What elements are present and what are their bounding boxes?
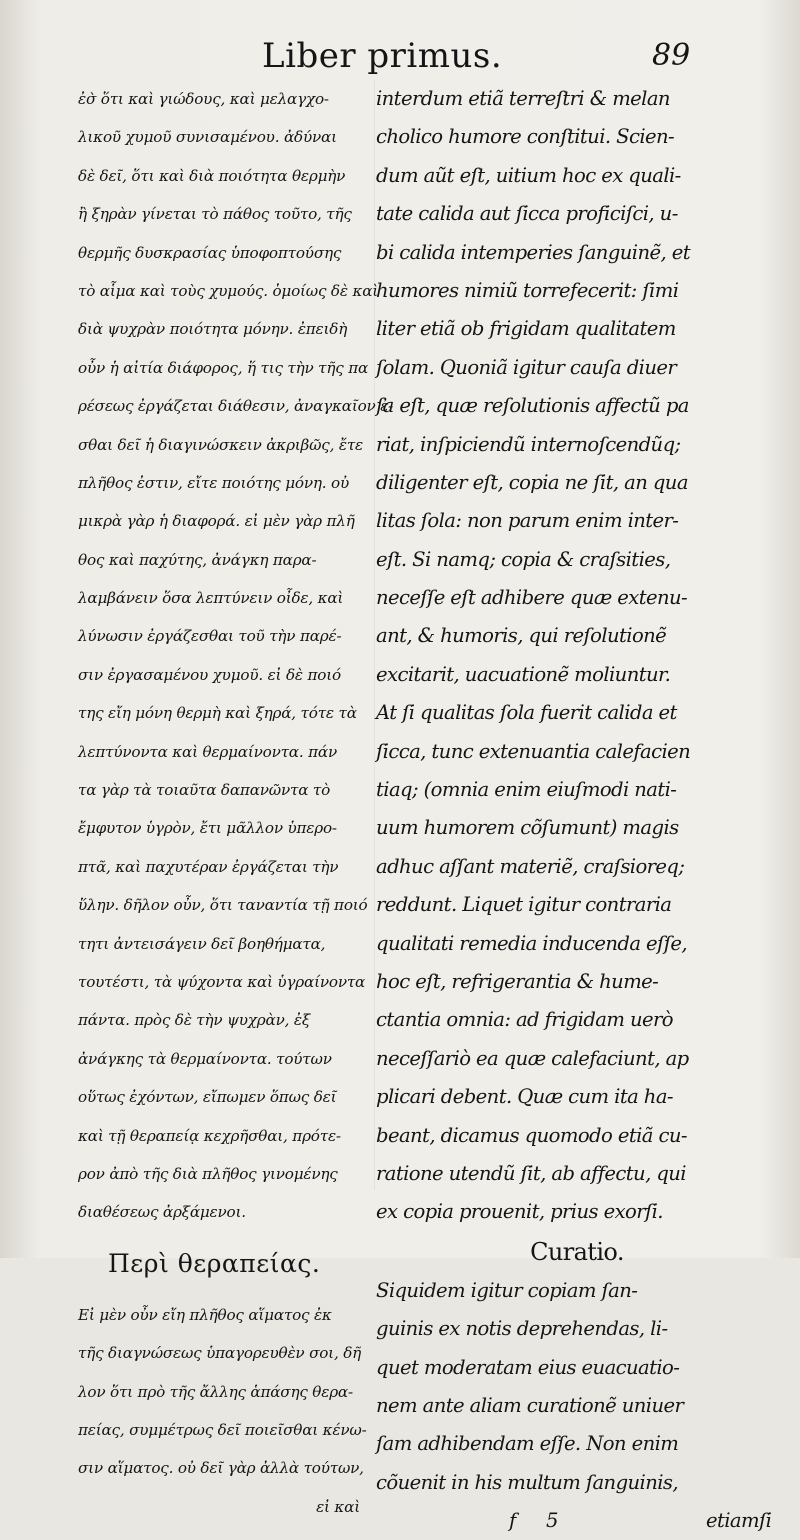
greek-column — [78, 80, 394, 1526]
text-line: ant, & humoris, qui reſolutionẽ — [376, 624, 667, 648]
text-line: tate calida aut ſicca proficiſci, u- — [376, 202, 678, 226]
text-line: ρον ἀπὸ τῆς διὰ πλῆθος γινομένης — [78, 1164, 338, 1183]
text-line: διὰ ψυχρὰν ποιότητα μόνην. ἐπειδὴ — [78, 320, 348, 339]
text-line: σιν ἐργασαμένου χυμοῦ. εἰ δὲ ποιό — [78, 665, 341, 684]
text-line: diligenter eſt, copia ne ſit, an qua — [376, 470, 688, 494]
text-line: θος καὶ παχύτης, ἀνάγκη παρα- — [78, 550, 317, 569]
text-line: τὸ αἷμα καὶ τοὺς χυμούς. ὁμοίως δὲ καὶ — [78, 281, 379, 300]
text-line: litas ſola: non parum enim inter- — [376, 509, 679, 533]
text-line: μικρὰ γὰρ ἡ διαφορά. εἰ μὲν γὰρ πλῆ — [78, 512, 355, 531]
text-line: διαθέσεως ἀρξάμενοι. — [78, 1203, 246, 1222]
signature-mark: f — [509, 1509, 516, 1533]
text-line: quet moderatam eius euacuatio- — [376, 1355, 680, 1379]
column-gutter — [374, 80, 375, 1190]
greek-catchword: εἰ καὶ — [316, 1497, 360, 1516]
greek-text-block-after — [78, 1296, 374, 1488]
text-line: neceſſariò ea quæ calefaciunt, ap — [376, 1046, 689, 1070]
text-line: ἔμφυτον ὑγρὸν, ἔτι μᾶλλον ὑπερο- — [78, 819, 337, 838]
text-line: interdum etiã terreſtri & melan — [376, 87, 670, 110]
text-line: eſt. Si namq; copia & craſsities, — [376, 547, 671, 571]
text-line: excitarit, uacuationẽ moliuntur. — [376, 662, 671, 686]
text-line: σιν αἵματος. οὐ δεῖ γὰρ ἀλλὰ τούτων, — [78, 1459, 364, 1478]
text-line: τῆς διαγνώσεως ὑπαγορευθὲν σοι, δῆ — [78, 1344, 362, 1363]
text-line: δὲ δεῖ, ὅτι καὶ διὰ ποιότητα θερμὴν — [78, 166, 346, 185]
text-line: bi calida intemperies ſanguinẽ, et — [376, 240, 690, 264]
text-line: uum humorem cõſumunt) magis — [376, 816, 679, 840]
text-line: plicari debent. Quæ cum ita ha- — [376, 1085, 673, 1109]
text-line: ρέσεως ἐργάζεται διάθεσιν, ἀναγκαῖον ἐ- — [78, 397, 394, 416]
text-line: ſicca, tunc extenuantia calefacien — [376, 739, 691, 763]
text-line: neceſſe eſt adhibere quæ extenu- — [376, 586, 688, 610]
text-line: λεπτύνοντα καὶ θερμαίνοντα. πάν — [78, 742, 337, 761]
text-line: hoc eſt, refrigerantia & hume- — [376, 969, 659, 993]
text-line: Εἰ μὲν οὖν εἴη πλῆθος αἵματος ἐκ — [78, 1305, 332, 1324]
page-number: 89 — [652, 38, 691, 73]
text-line: λαμβάνειν ὅσα λεπτύνειν οἶδε, καὶ — [78, 589, 344, 608]
text-line: λύνωσιν ἐργάζεσθαι τοῦ τὴν παρέ- — [78, 627, 342, 646]
text-line: ἀνάγκης τὰ θερμαίνοντα. τούτων — [78, 1049, 332, 1068]
text-line: θερμῆς δυσκρασίας ὑποφοπτούσης — [78, 243, 342, 262]
text-line: λικοῦ χυμοῦ συνισαμένου. ἀδύναι — [78, 128, 337, 147]
text-line: σθαι δεῖ ἡ διαγινώσκειν ἀκριβῶς, ἔτε — [78, 435, 363, 454]
text-line: ſam adhibendam eſſe. Non enim — [376, 1432, 679, 1456]
text-line: ex copia prouenit, prius exorſi. — [376, 1200, 663, 1224]
text-line: ὕλην. δῆλον οὖν, ὅτι ταναντία τῇ ποιό — [78, 896, 368, 915]
text-line: qualitati remedia inducenda eſſe, — [376, 931, 687, 955]
latin-section-heading: Curatio. — [530, 1237, 624, 1266]
text-line: ἐσ̀ ὅτι καὶ γιώδους, καὶ μελαγχο- — [78, 90, 329, 108]
text-line: πάντα. πρὸς δὲ τὴν ψυχρὰν, ἐξ — [78, 1011, 310, 1030]
text-line: οὖν ἡ αἰτία διάφορος, ἥ τις τὴν τῆς πα — [78, 358, 369, 377]
greek-text-block — [78, 80, 394, 1232]
text-line: οὕτως ἐχόντων, εἴπωμεν ὅπως δεῖ — [78, 1088, 337, 1107]
text-line: της εἴη μόνη θερμὴ καὶ ξηρά, τότε τὰ — [78, 704, 357, 723]
text-line: reddunt. Liquet igitur contraria — [376, 893, 672, 917]
running-title: Liber primus. — [262, 36, 503, 76]
text-line: cholico humore conſtitui. Scien- — [376, 125, 675, 149]
latin-text-block-after — [376, 1272, 788, 1502]
text-line: τα γὰρ τὰ τοιαῦτα δαπανῶντα τὸ — [78, 781, 331, 800]
text-line: ſolam. Quoniã igitur cauſa diuer — [376, 355, 677, 379]
text-line: nem ante aliam curationẽ uniuer — [376, 1393, 684, 1417]
text-line: λον ὅτι πρὸ τῆς ἄλλης ἁπάσης θερα- — [78, 1382, 353, 1401]
text-line: ctantia omnia: ad frigidam uerò — [376, 1008, 673, 1032]
text-line: riat, inſpiciendũ internoſcendũq; — [376, 432, 681, 456]
text-line: ratione utendũ ſit, ab affectu, qui — [376, 1161, 686, 1185]
text-line: beant, dicamus quomodo etiã cu- — [376, 1123, 687, 1147]
text-line: τουτέστι, τὰ ψύχοντα καὶ ὑγραίνοντα — [78, 972, 366, 991]
text-line: adhuc aſſant materiẽ, craſsioreq; — [376, 854, 685, 878]
text-line: ſa eſt, quæ reſolutionis affectũ pa — [376, 394, 689, 418]
latin-catchword: etiamſi — [706, 1509, 772, 1533]
text-line: πείας, συμμέτρως δεῖ ποιεῖσθαι κένω- — [78, 1420, 367, 1439]
text-line: humores nimiũ torrefecerit: ſimi — [376, 278, 679, 302]
text-line: liter etiã ob frigidam qualitatem — [376, 317, 676, 341]
text-line: cõuenit in his multum ſanguinis, — [376, 1470, 678, 1494]
text-line: Siquidem igitur copiam ſan- — [376, 1278, 638, 1302]
text-line: πλῆθος ἐστιν, εἴτε ποιότης μόνη. οὐ — [78, 473, 350, 492]
signature-number: 5 — [546, 1509, 558, 1533]
latin-text-block — [376, 80, 788, 1232]
text-line: At ſi qualitas ſola fuerit calida et — [376, 701, 677, 725]
text-line: tiaq; (omnia enim eiuſmodi nati- — [376, 778, 677, 802]
text-line: ἢ ξηρὰν γίνεται τὸ πάθος τοῦτο, τῆς — [78, 205, 352, 224]
running-head — [0, 36, 800, 86]
text-line: dum aũt eſt, uitium hoc ex quali- — [376, 163, 681, 187]
text-line: τητι ἀντεισάγειν δεῖ βοηθήματα, — [78, 934, 326, 953]
text-line: καὶ τῇ θεραπείᾳ κεχρῆσθαι, πρότε- — [78, 1126, 341, 1145]
text-line: guinis ex notis deprehendas, li- — [376, 1317, 668, 1341]
latin-column — [376, 80, 788, 1540]
greek-section-heading: Περὶ θεραπείας. — [108, 1248, 321, 1278]
text-line: πτᾶ, καὶ παχυτέραν ἐργάζεται τὴν — [78, 857, 339, 876]
signature-line — [376, 1502, 788, 1540]
